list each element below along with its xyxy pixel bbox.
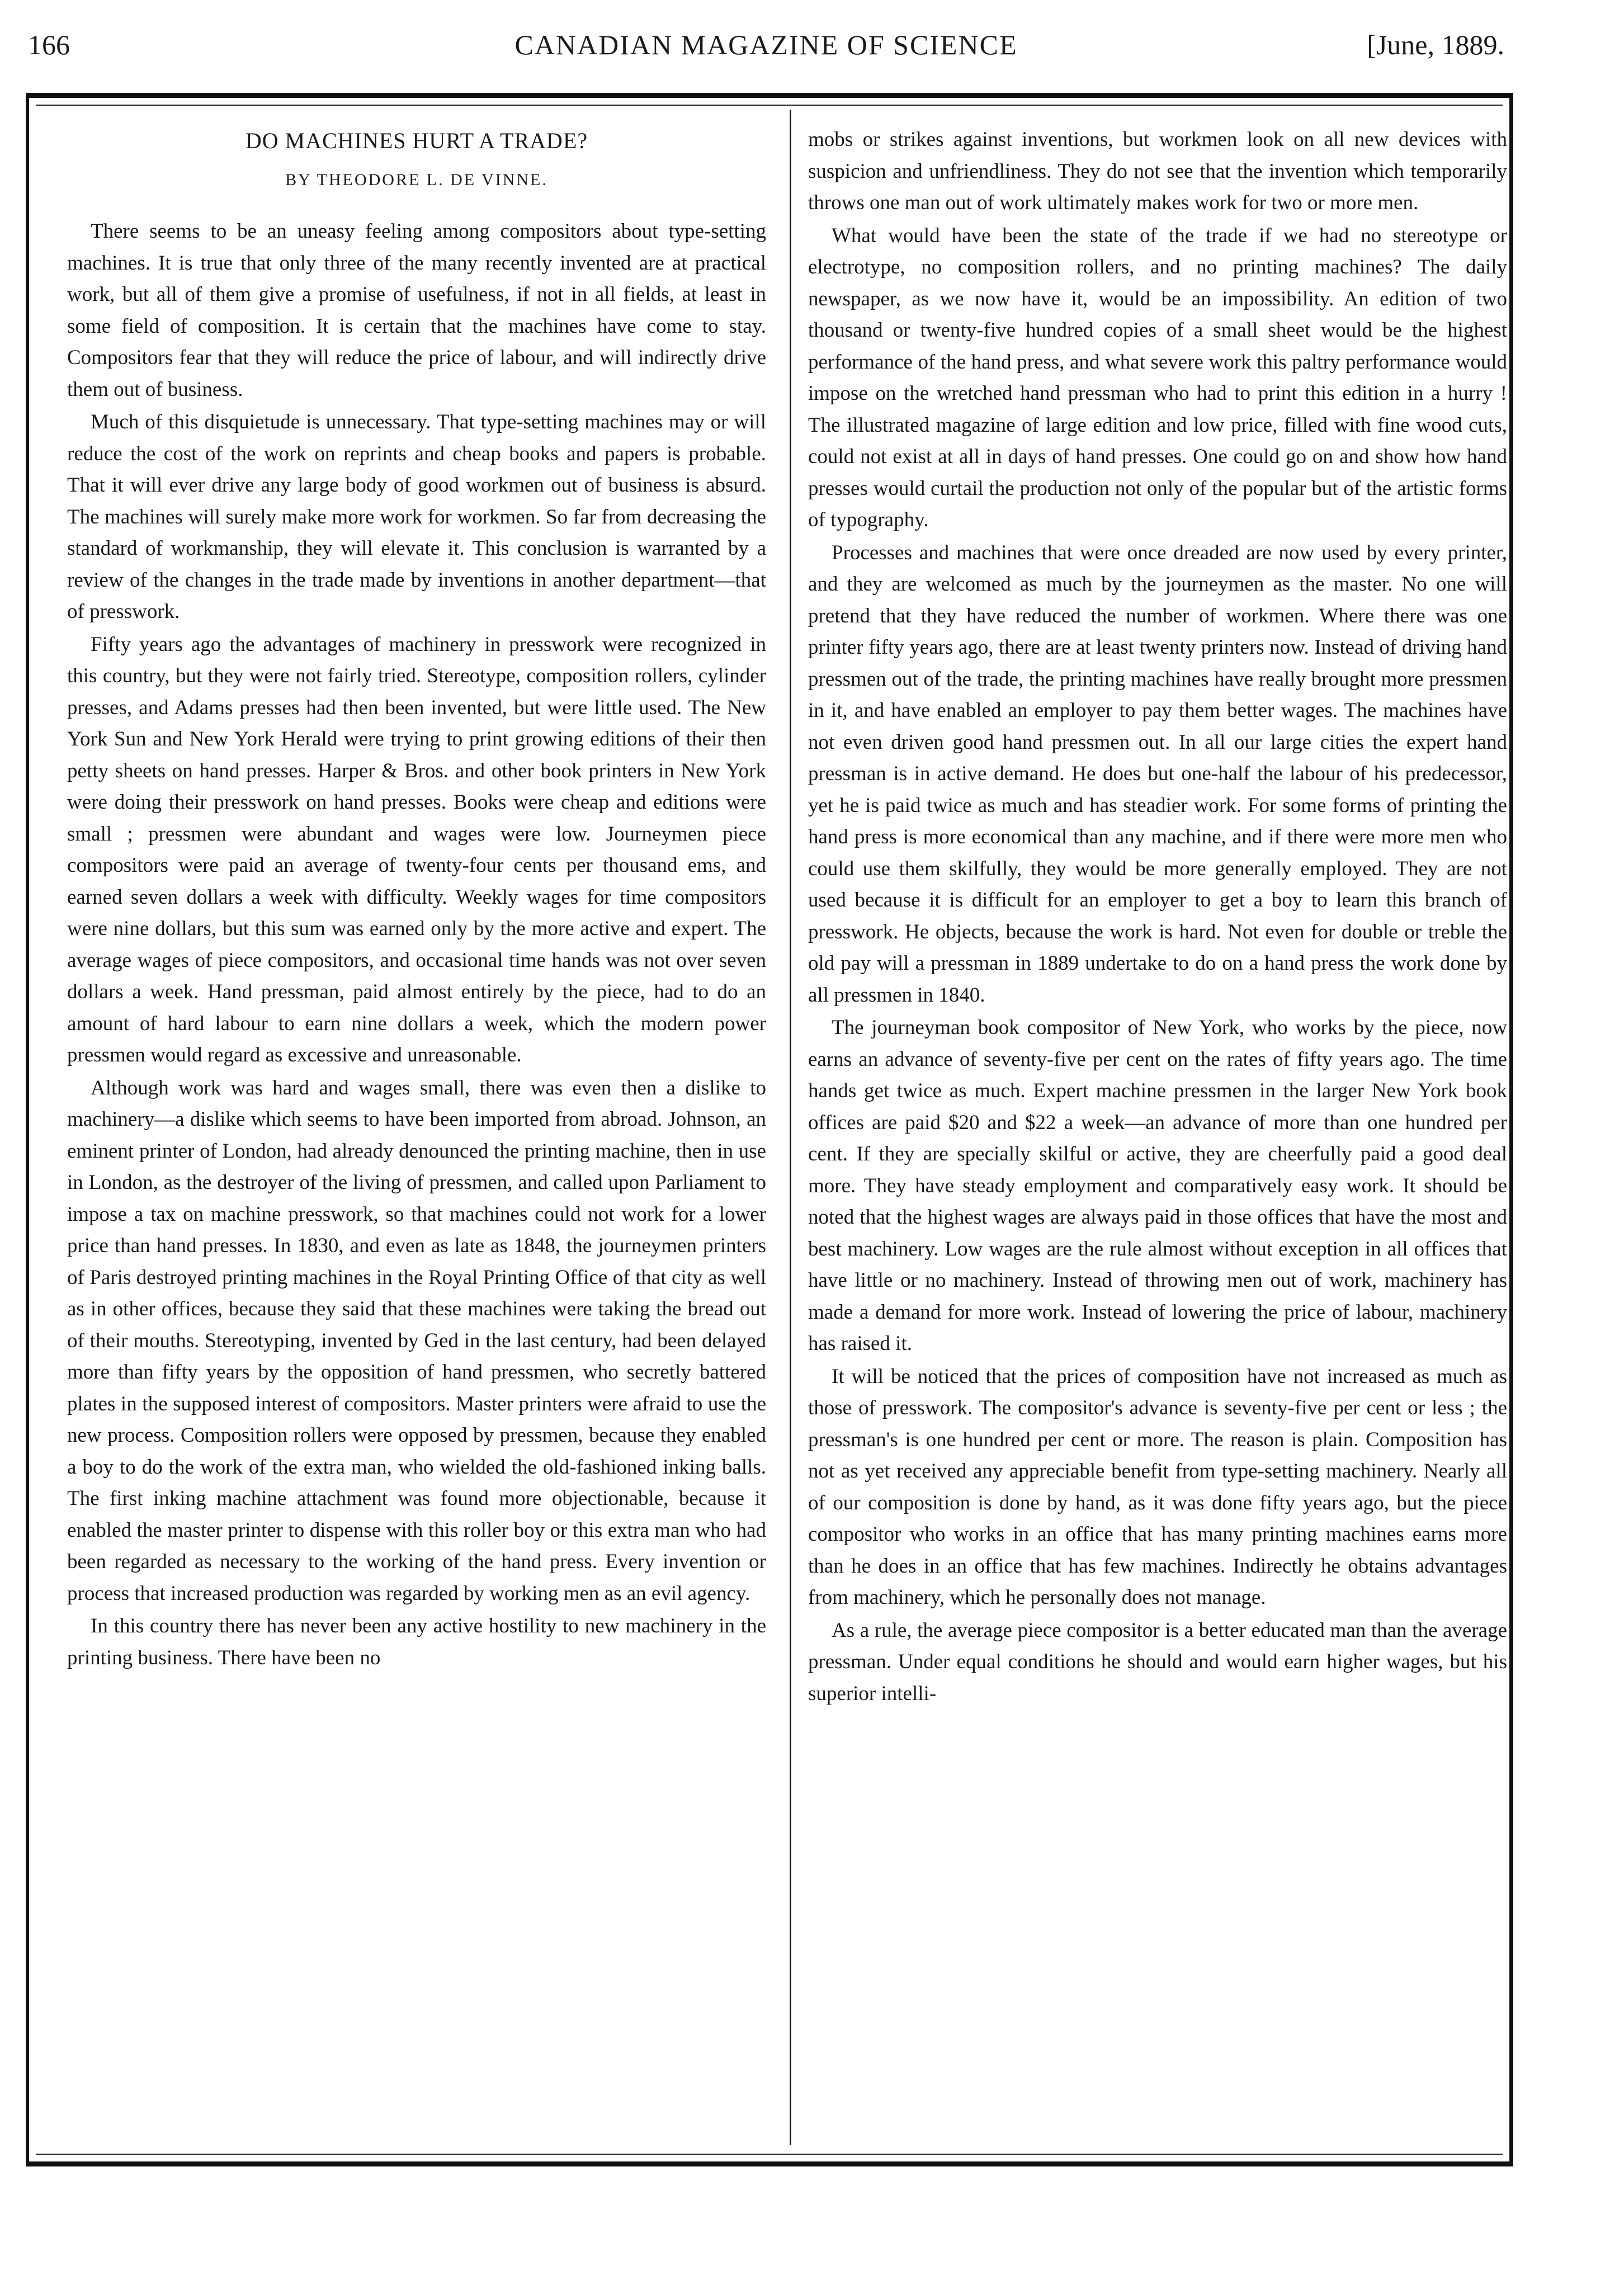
paragraph: What would have been the state of the trade if we had no stereotype or electrotype, no composition rollers, and no printing machines? The daily newspaper, as we now have it, would be an impossibility. An edition of two thousand or twenty-five hundred copies of a small sheet would be the highest performance of the hand press, and what severe work this paltry performance would impose on the wretched hand pressman who had to print this edition in a hurry ! The illustrated magazine of large edition and low price, filled with fine wood cuts, could not exist at all in days of hand presses. One could go on and show how hand presses would curtail the production not only of the popular but of the artistic forms of typography. [808, 224, 1507, 531]
article-title: DO MACHINES HURT A TRADE? [245, 128, 588, 153]
paragraph: Although work was hard and wages small, there was even then a dislike to machinery—a dislike which seems to have been imported from abroad. Johnson, an eminent printer of London, had already denounced the printing machine, then in use in London, as the destroyer of the living of pressmen, and called upon Parliament to impose a tax on machine presswork, so that machines could not work for a lower price than hand presses. In 1830, and even as late as 1848, the journeymen printers of Paris destroyed printing machines in the Royal Printing Office of that city as well as in other offices, because they said that these machines were taking the bread out of their mouths. Stereotyping, invented by Ged in the last century, had been delayed more than fifty years by the opposition of hand pressmen, who secretly battered plates in the supposed interest of compositors. Master printers were afraid to use the new process. Composition rollers were opposed by pressmen, because they enabled a boy to do the work of the extra man, who wielded the old-fashioned inking balls. The first inking machine attachment was found more objectionable, because it enabled the master printer to dispense with this roller boy or this extra man who had been regarded as necessary to the working of the hand press. Every invention or process that increased production was regarded by working men as an evil agency. [67, 1076, 766, 1605]
right-column [808, 124, 1507, 1710]
running-head [28, 22, 1504, 67]
paragraph: Much of this disquietude is unnecessary. That type-setting machines may or will reduce the cost of the work on reprints and cheap books and papers is probable. That it will ever drive any large body of good workmen out of business is absurd. The machines will surely make more work for workmen. So far from decreasing the standard of workmanship, they will elevate it. This conclusion is warranted by a review of the changes in the trade made by inventions in another department—that of presswork. [67, 410, 766, 623]
paragraph: As a rule, the average piece compositor is a better educated man than the average pressman. Under equal conditions he should and would earn higher wages, but his superior intelli- [808, 1618, 1507, 1705]
page-number: 166 [28, 29, 70, 60]
column-divider [790, 110, 791, 2145]
paragraph: Processes and machines that were once dreaded are now used by every printer, and they are welcomed as much by the journeymen as the master. No one will pretend that they have reduced the number of workmen. Where there was one printer fifty years ago, there are at least twenty printers now. Instead of driving hand pressmen out of the trade, the printing machines have really brought more pressmen in it, and have enabled an employer to pay them better wages. The machines have not even driven good hand pressmen out. In all our large cities the expert hand pressman is in active demand. He does but one-half the labour of his predecessor, yet he is paid twice as much and has steadier work. For some forms of printing the hand press is more economical than any machine, and if there were more men who could use them skilfully, they would be more generally employed. They are not used because it is difficult for an employer to get a boy to learn this branch of presswork. He objects, because the work is hard. Not even for double or treble the old pay will a pressman in 1889 undertake to do on a hand press the work done by all pressmen in 1840. [808, 541, 1507, 1007]
journal-title: CANADIAN MAGAZINE OF SCIENCE [514, 29, 1018, 60]
paragraph: Fifty years ago the advantages of machinery in presswork were recognized in this country, but they were not fairly tried. Stereotype, composition rollers, cylinder presses, and Adams presses had then been invented, but were little used. The New York Sun and New York Herald were trying to print growing editions of their then petty sheets on hand presses. Harper & Bros. and other book printers in New York were doing their presswork on hand presses. Books were cheap and editions were small ; pressmen were abundant and wages were low. Journeymen piece compositors were paid an average of twenty-four cents per thousand ems, and earned seven dollars a week with difficulty. Weekly wages for time compositors were nine dollars, but this sum was earned only by the more active and expert. The average wages of piece compositors, and occasional time hands was not over seven dollars a week. Hand pressman, paid almost entirely by the piece, had to do an amount of hard labour to earn nine dollars a week, which the modern power pressmen would regard as excessive and unreasonable. [67, 632, 766, 1066]
paragraph: There seems to be an uneasy feeling among compositors about type-setting machines. It is true that only three of the many recently invented are at practical work, but all of them give a promise of usefulness, if not in all fields, at least in some field of composition. It is certain that the machines have come to stay. Compositors fear that they will reduce the price of labour, and will indirectly drive them out of business. [67, 220, 766, 401]
paragraph-continued: mobs or strikes against inventions, but workmen look on all new devices with suspicion and unfriendliness. They do not see that the invention which temporarily throws one man out of work ultimately makes work for two or more men. [808, 128, 1507, 214]
article-byline: BY THEODORE L. DE VINNE. [285, 171, 548, 189]
paragraph: It will be noticed that the prices of composition have not increased as much as those of presswork. The compositor's advance is seventy-five per cent or less ; the pressman's is one hundred per cent or more. The reason is plain. Composition has not as yet received any appreciable benefit from type-setting machinery. Nearly all of our composition is done by hand, as it was done fifty years ago, but the piece compositor who works in an office that has many printing machines earns more than he does in an office that has few machines. Indirectly he obtains advantages from machinery, which he personally does not manage. [808, 1365, 1507, 1609]
issue-date: [June, 1889. [1367, 29, 1504, 60]
paragraph: The journeyman book compositor of New York, who works by the piece, now earns an advance of seventy-five per cent on the rates of fifty years ago. The time hands get twice as much. Expert machine pressmen in the larger New York book offices are paid $20 and $22 a week—an advance of more than one hundred per cent. If they are specially skilful or active, they are cheerfully paid a good deal more. They have steady employment and comparatively easy work. It should be noted that the highest wages are always paid in those offices that have the most and best machinery. Low wages are the rule almost without exception in all offices that have little or no machinery. Instead of throwing men out of work, machinery has made a demand for more work. Instead of lowering the price of labour, machinery has raised it. [808, 1016, 1507, 1355]
left-column [67, 124, 766, 1674]
paragraph: In this country there has never been any active hostility to new machinery in the printing business. There have been no [67, 1615, 766, 1669]
